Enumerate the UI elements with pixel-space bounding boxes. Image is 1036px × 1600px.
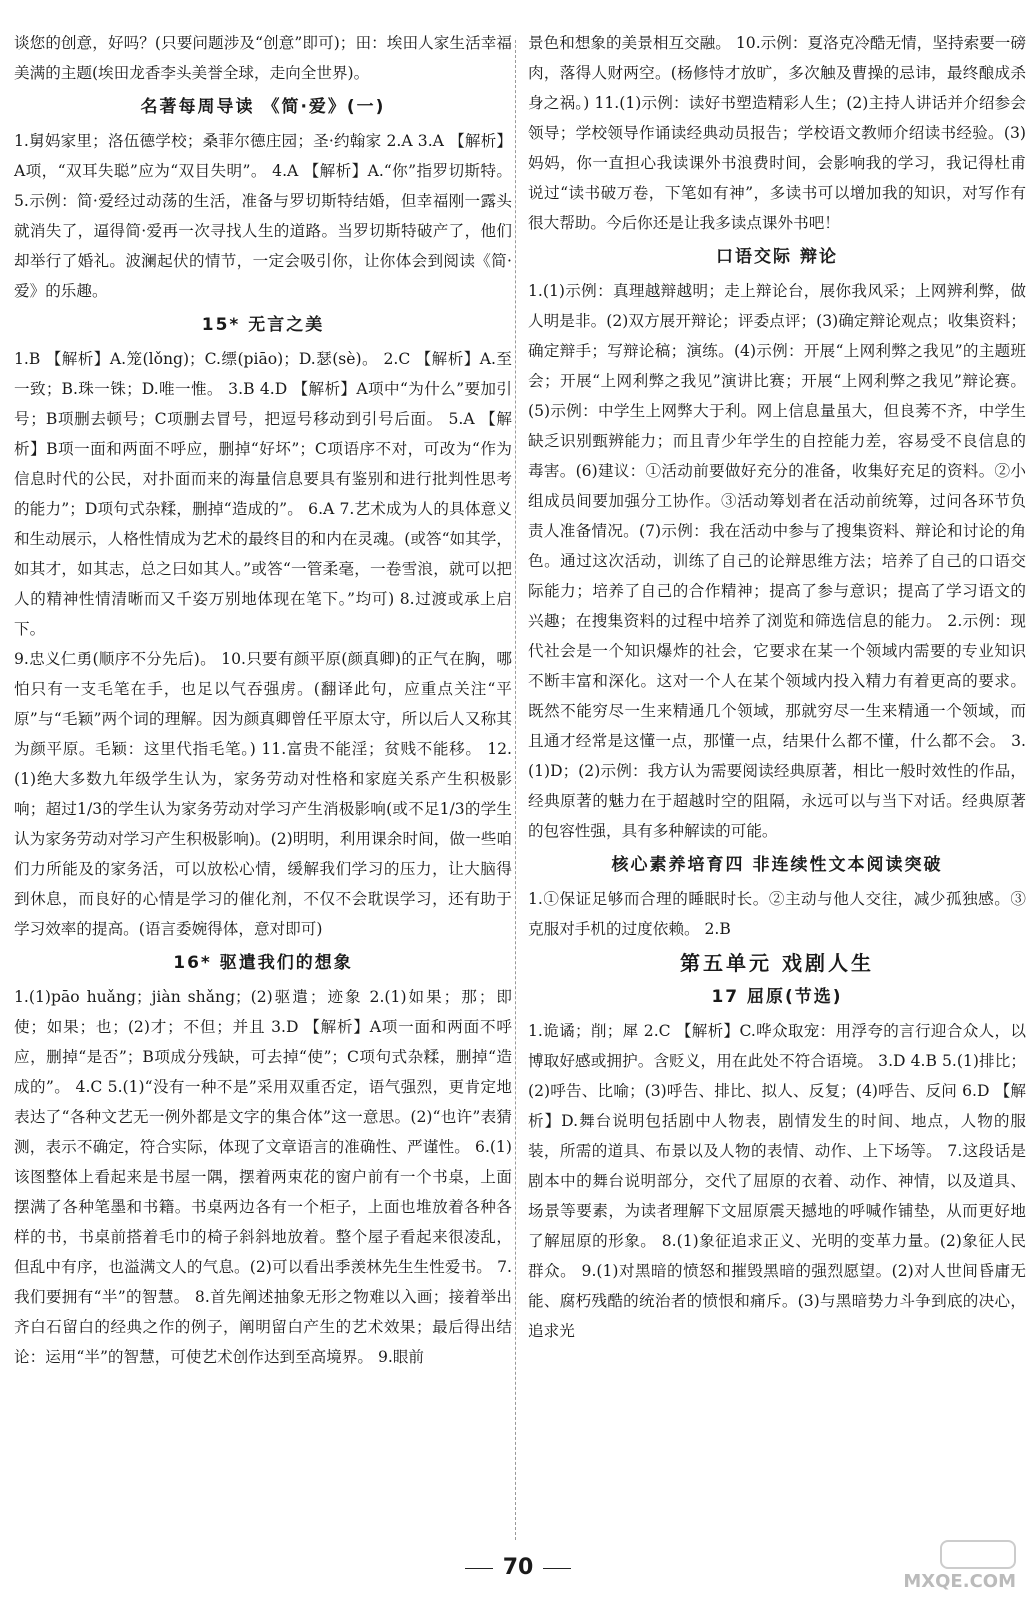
- section-heading: 17 屈原(节选): [711, 987, 843, 1007]
- right-intro: [528, 28, 1026, 238]
- paragraph: 景色和想象的美景相互交融。 10.示例：夏洛克冷酷无情，坚持索要一磅肉，落得人财两空。(杨修恃才放旷，多次触及曹操的忌讳，最终酿成杀身之祸。) 11.(1)示例：读好书塑造精彩人生；(2)主持人讲话并介绍参会领导；学校领导作诵读经典动员报告；学校语文教师介绍读书经验。(3)妈妈，你一直担心我读课外书浪费时间，会影响我的学习，我记得杜甫说过“读书破万卷，下笔如有神”，多读书可以增加我的知识，对写作有很大帮助。今后你还是让我多读点课外书吧！: [528, 34, 1026, 232]
- paragraph: 1.B 【解析】A.笼(lǒng)；C.缥(piāo)；D.瑟(sè)。 2.C 【解析】A.至一致；B.珠一铢；D.唯一惟。 3.B 4.D 【解析】A项中“为什么”要加引号；B项删去顿号；C项删去冒号，把逗号移动到引号后面。 5.A 【解析】B项一面和两面不呼应，删掉“好坏”；C项语序不对，可改为“作为信息时代的公民，对扑面而来的海量信息要具有鉴别和进行批判性思考的能力”；D项句式杂糅，删掉“造成的”。 6.A 7.艺术成为人的具体意义和生动展示，人格性情成为艺术的最终目的和内在灵魂。(或答“如其学，如其才，如其志，总之曰如其人。”或答“一管柔毫，一卷雪浪，就可以把人的精神性情清晰而又千姿万别地体现在笔下。”均可) 8.过渡或承上启下。: [14, 350, 512, 638]
- paragraph: 1.舅妈家里；洛伍德学校；桑菲尔德庄园；圣·约翰家 2.A 3.A 【解析】A项，“双耳失聪”应为“双目失明”。 4.A 【解析】A.“你”指罗切斯特。 5.示例：简·爱经过动荡的生活，准备与罗切斯特结婚，但幸福刚一露头就消失了，逼得简·爱再一次寻找人生的道路。当罗切斯特破产了，他们却举行了婚礼。波澜起伏的情节，一定会吸引你，让你体会到阅读《简·爱》的乐趣。: [14, 132, 512, 300]
- section-body: [14, 344, 512, 944]
- section-heading: 15* 无言之美: [201, 315, 325, 335]
- section-body: [528, 884, 1026, 944]
- left-intro: [14, 28, 512, 88]
- paragraph: 谈您的创意，好吗？(只要问题涉及“创意”即可)；田：埃田人家生活幸福美满的主题(埃田龙香李头美誉全球，走向全世界)。: [14, 34, 512, 82]
- section-body: [14, 126, 512, 306]
- page-number: 70: [502, 1555, 534, 1580]
- section-heading: 口语交际 辩论: [716, 247, 838, 267]
- left-column: [14, 28, 512, 1372]
- column-divider: [515, 40, 517, 1540]
- paragraph: 1.(1)pāo huǎng；jiàn shǎng；(2)驱遣；迹象 2.(1)如果；那；即使；如果；也；(2)才；不但；并且 3.D 【解析】A项一面和两面不呼应，删掉“是否”；B项成分残缺，可去掉“使”；C项句式杂糅，删掉“造成的”。 4.C 5.(1)“没有一种不是”采用双重否定，语气强烈，更肯定地表达了“各种文艺无一例外都是文字的集合体”这一意思。(2)“也许”表猜测，表示不确定，符合实际，体现了文章语言的准确性、严谨性。 6.(1)该图整体上看起来是书屋一隅，摆着两束花的窗户前有一个书桌，上面摆满了各种笔墨和书籍。书桌两边各有一个柜子，上面也堆放着各种各样的书，书桌前搭着毛巾的椅子斜斜地放着。整个屋子看起来很凌乱，但乱中有序，也溢满文人的气息。(2)可以看出季羡林先生生性爱书。 7.我们要拥有“半”的智慧。 8.首先阐述抽象无形之物难以入画；接着举出齐白石留白的经典之作的例子，阐明留白产生的艺术效果；最后得出结论：运用“半”的智慧，可使艺术创作达到至高境界。 9.眼前: [14, 988, 512, 1366]
- right-column: [528, 28, 1026, 1346]
- section-body: [528, 1016, 1026, 1346]
- paragraph: 1.诡谲；削；犀 2.C 【解析】C.哗众取宠：用浮夸的言行迎合众人，以博取好感或拥护。含贬义，用在此处不符合语境。 3.D 4.B 5.(1)排比；(2)呼告、比喻；(3)呼告、排比、拟人、反复；(4)呼告、反问 6.D 【解析】D.舞台说明包括剧中人物表，剧情发生的时间、地点，人物的服装，所需的道具、布景以及人物的表情、动作、上下场等。 7.这段话是剧本中的舞台说明部分，交代了屈原的衣着、动作、神情，以及道具、场景等要素，为读者理解下文屈原震天撼地的呼喊作铺垫，从而更好地了解屈原的形象。 8.(1)象征追求正义、光明的变革力量。(2)象征人民群众。 9.(1)对黑暗的愤怒和摧毁黑暗的强烈愿望。(2)对人世间昏庸无能、腐朽残酷的统治者的愤恨和痛斥。(3)与黑暗势力斗争到底的决心，追求光: [528, 1022, 1026, 1340]
- section-heading: 名著每周导读 《简·爱》(一): [140, 97, 386, 117]
- section-heading: 核心素养培育四 非连续性文本阅读突破: [611, 855, 943, 875]
- paragraph: 9.忠义仁勇(顺序不分先后)。 10.只要有颜平原(颜真卿)的正气在胸，哪怕只有一支毛笔在手，也足以气吞强虏。(翻译此句，应重点关注“平原”与“毛颖”两个词的理解。因为颜真卿曾任平原太守，所以后人又称其为颜平原。毛颖：这里代指毛笔。) 11.富贵不能淫；贫贱不能移。 12.(1)绝大多数九年级学生认为，家务劳动对性格和家庭关系产生积极影响；超过1/3的学生认为家务劳动对学习产生消极影响(或不足1/3的学生认为家务劳动对学习产生积极影响)。(2)明明，利用课余时间，做一些咱们力所能及的家务活，可以放松心情，缓解我们学习的压力，让大脑得到休息，而良好的心情是学习的催化剂，不仅不会耽误学习，还有助于学习效率的提高。(语言委婉得体，意对即可): [14, 650, 512, 938]
- paragraph: 1.(1)示例：真理越辩越明；走上辩论台，展你我风采；上网辨利弊，做人明是非。(2)双方展开辩论；评委点评；(3)确定辩论观点；收集资料；确定辩手；写辩论稿；演练。(4)示例：开展“上网利弊之我见”的主题班会；开展“上网利弊之我见”演讲比赛；开展“上网利弊之我见”辩论赛。(5)示例：中学生上网弊大于利。网上信息量虽大，但良莠不齐，中学生缺乏识别甄辨能力；而且青少年学生的自控能力差，容易受不良信息的毒害。(6)建议：①活动前要做好充分的准备，收集好充足的资料。②小组成员间要加强分工协作。③活动筹划者在活动前统筹，过问各环节负责人准备情况。(7)示例：我在活动中参与了搜集资料、辩论和讨论的角色。通过这次活动，训练了自己的论辩思维方法；培养了自己的口语交际能力；培养了自己的合作精神；提高了参与意识；提高了学习语文的兴趣；在搜集资料的过程中培养了浏览和筛选信息的能力。 2.示例：现代社会是一个知识爆炸的社会，它要求在某一个领域内需要的专业知识不断丰富和深化。这对一个人在某个领域内投入精力有着更高的要求。既然不能穷尽一生来精通几个领域，那就穷尽一生来精通一个领域，而且通才经常是这懂一点，那懂一点，结果什么都不懂，什么都不会。 3.(1)D；(2)示例：我方认为需要阅读经典原著，相比一般时效性的作品，经典原著的魅力在于超越时空的阻隔，永远可以与当下对话。经典原著的包容性强，具有多种解读的可能。: [528, 282, 1026, 840]
- section-heading: 16* 驱遣我们的想象: [173, 953, 353, 973]
- section-body: [14, 982, 512, 1372]
- footer-dash-left: [465, 1568, 493, 1569]
- watermark-logo-icon: [940, 1540, 1016, 1569]
- footer-dash-right: [543, 1568, 571, 1569]
- section-body: [528, 276, 1026, 846]
- watermark: [856, 1540, 1016, 1592]
- watermark-text: MXQE.COM: [903, 1571, 1016, 1592]
- unit-heading: 第五单元 戏剧人生: [680, 951, 874, 975]
- paragraph: 1.①保证足够而合理的睡眠时长。②主动与他人交往，减少孤独感。③克服对手机的过度依赖。 2.B: [528, 890, 1026, 938]
